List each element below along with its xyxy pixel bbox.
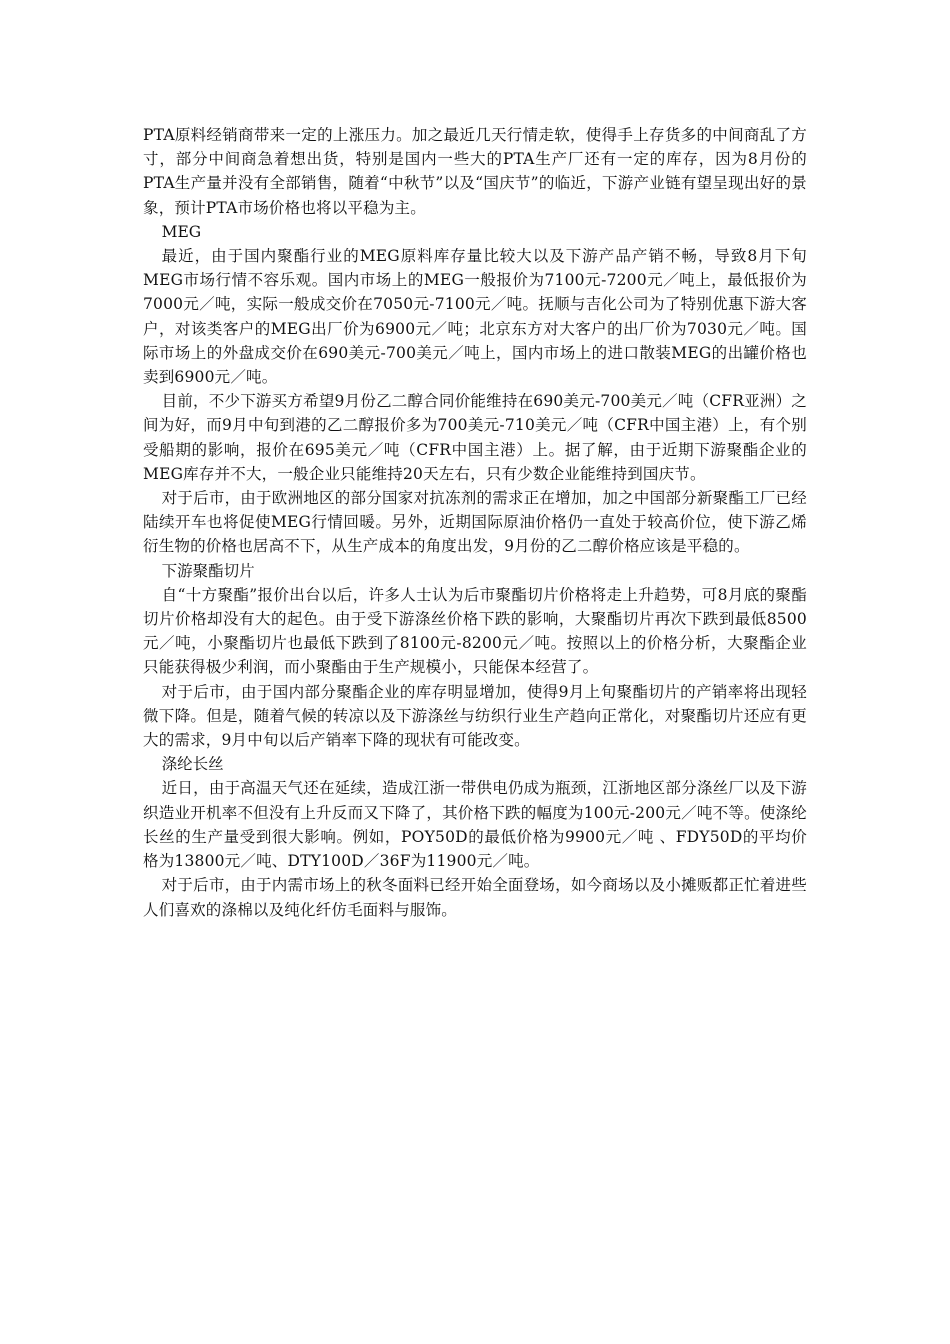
section-heading-polyester-chips: 下游聚酯切片 bbox=[161, 561, 255, 580]
paragraph-filament-prices: 近日，由于高温天气还在延续，造成江浙一带供电仍成为瓶颈，江浙地区部分涤丝厂以及下游织造业开机率不但没有上升反而又下降了，其价格下跌的幅度为100元-200元／吨不等。使涤纶长丝的生产量受到很大影响。例如，POY50D的最低价格为9900元／吨 、FDY50D的平均价格为13800元／吨、DTY100D／36F为11900元／吨。 bbox=[143, 779, 807, 871]
section-heading-meg: MEG bbox=[161, 222, 202, 241]
paragraph-pta-summary: PTA原料经销商带来一定的上涨压力。加之最近几天行情走软，使得手上存货多的中间商乱了方寸，部分中间商急着想出货，特别是国内一些大的PTA生产厂还有一定的库存，因为8月份的PTA生产量并没有全部销售，随着“中秋节”以及“国庆节”的临近，下游产业链有望呈现出好的景象，预计PTA市场价格也将以平稳为主。 bbox=[143, 126, 807, 217]
paragraph-meg-outlook: 对于后市，由于欧洲地区的部分国家对抗冻剂的需求正在增加，加之中国部分新聚酯工厂已经陆续开车也将促使MEG行情回暖。另外，近期国际原油价格仍一直处于较高价位，使下游乙烯衍生物的价格也居高不下，从生产成本的角度出发，9月份的乙二醇价格应该是平稳的。 bbox=[143, 489, 807, 556]
paragraph-meg-prices: 最近，由于国内聚酯行业的MEG原料库存量比较大以及下游产品产销不畅，导致8月下旬MEG市场行情不容乐观。国内市场上的MEG一般报价为7100元-7200元／吨上，最低报价为7000元／吨，实际一般成交价在7050元-7100元／吨。抚顺与吉化公司为了特别优惠下游大客户，对该类客户的MEG出厂价为6900元／吨；北京东方对大客户的出厂价为7030元／吨。国际市场上的外盘成交价在690美元-700美元／吨上，国内市场上的进口散装MEG的出罐价格也卖到6900元／吨。 bbox=[143, 247, 807, 387]
paragraph-chips-outlook: 对于后市，由于国内部分聚酯企业的库存明显增加，使得9月上旬聚酯切片的产销率将出现轻微下降。但是，随着气候的转凉以及下游涤丝与纺织行业生产趋向正常化，对聚酯切片还应有更大的需求，9月中旬以后产销率下降的现状有可能改变。 bbox=[143, 682, 807, 750]
paragraph-chips-prices: 自“十方聚酯”报价出台以后，许多人士认为后市聚酯切片价格将走上升趋势，可8月底的聚酯切片价格却没有大的起色。由于受下游涤丝价格下跌的影响，大聚酯切片再次下跌到最低8500元／吨，小聚酯切片也最低下跌到了8100元-8200元／吨。按照以上的价格分析，大聚酯企业只能获得极少利润，而小聚酯由于生产规模小，只能保本经营了。 bbox=[143, 585, 807, 677]
paragraph-filament-outlook: 对于后市，由于内需市场上的秋冬面料已经开始全面登场，如今商场以及小摊贩都正忙着进些人们喜欢的涤棉以及纯化纤仿毛面料与服饰。 bbox=[143, 876, 807, 919]
document-body bbox=[143, 123, 807, 922]
section-heading-filament: 涤纶长丝 bbox=[161, 755, 224, 774]
paragraph-meg-contracts: 目前，不少下游买方希望9月份乙二醇合同价能维持在690美元-700美元／吨（CFR亚洲）之间为好，而9月中旬到港的乙二醇报价多为700美元-710美元／吨（CFR中国主港）上，有个别受船期的影响，报价在695美元／吨（CFR中国主港）上。据了解，由于近期下游聚酯企业的MEG库存并不大，一般企业只能维持20天左右，只有少数企业能维持到国庆节。 bbox=[143, 392, 807, 483]
